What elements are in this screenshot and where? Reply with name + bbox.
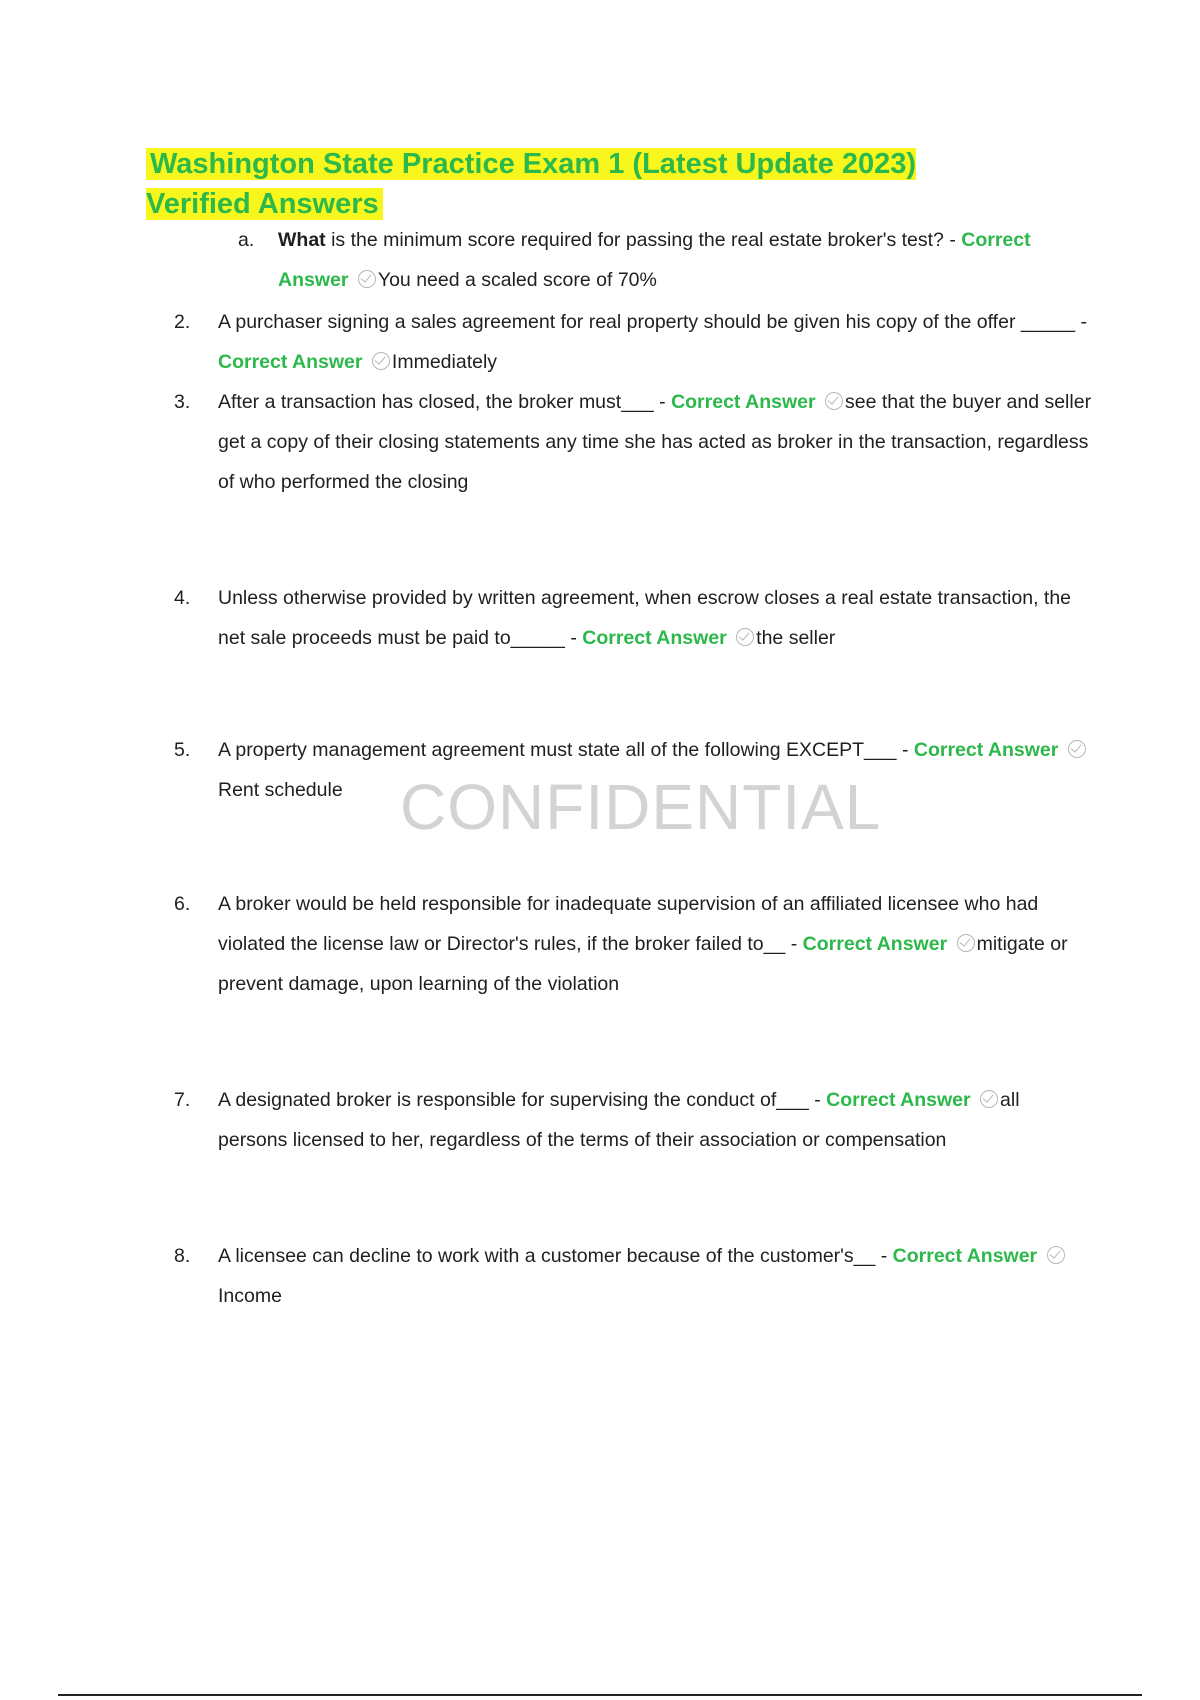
check-circle-icon — [825, 392, 843, 410]
question-4 — [174, 578, 1094, 658]
correct-answer-label: Correct Answer — [582, 627, 727, 649]
question-number: 3. — [174, 391, 191, 413]
correct-answer-label: Correct Answer — [278, 229, 1031, 291]
question-7 — [174, 1080, 1094, 1160]
correct-answer-label: Correct Answer — [671, 391, 816, 413]
question-2 — [174, 302, 1094, 382]
question-6 — [174, 884, 1094, 1004]
check-circle-icon — [957, 934, 975, 952]
question-text: Unless otherwise provided by written agreement, when escrow closes a real estate transaction, the net sale proceeds must be paid to_____ - — [218, 587, 1072, 649]
question-lead-word: What — [278, 229, 326, 251]
answer-text: mitigate or prevent damage, upon learning of the violation — [218, 933, 1068, 995]
question-text: A designated broker is responsible for supervising the conduct of___ - — [218, 1089, 827, 1111]
answer-text: all persons licensed to her, regardless of the terms of their association or compensation — [218, 1089, 1020, 1151]
footer-rule — [58, 1694, 1142, 1696]
answer-text: Income — [218, 1285, 282, 1307]
question-number: 7. — [174, 1089, 191, 1111]
question-number: 8. — [174, 1245, 191, 1267]
correct-answer-label: Correct Answer — [218, 351, 363, 373]
question-number: 4. — [174, 587, 191, 609]
correct-answer-label: Correct Answer — [826, 1089, 971, 1111]
question-number: a. — [238, 229, 255, 251]
question-number: 2. — [174, 311, 191, 333]
answer-text: You need a scaled score of 70% — [377, 269, 657, 291]
question-text: A purchaser signing a sales agreement for real property should be given his copy of the offer _____ - — [218, 311, 1087, 333]
correct-answer-label: Correct Answer — [892, 1245, 1038, 1267]
correct-answer-label: Correct Answer — [802, 933, 948, 955]
answer-text: the seller — [756, 627, 836, 649]
confidential-watermark: CONFIDENTIAL — [400, 771, 882, 843]
check-circle-icon — [1047, 1246, 1065, 1264]
document-title: Washington State Practice Exam 1 (Latest Update 2023) Verified Answers — [146, 148, 917, 220]
question-number: 6. — [174, 893, 191, 915]
check-circle-icon — [358, 270, 376, 288]
check-circle-icon — [1068, 740, 1086, 758]
question-text: A licensee can decline to work with a customer because of the customer's__ - — [218, 1245, 893, 1267]
question-8 — [174, 1236, 1094, 1316]
answer-text: Rent schedule — [218, 779, 343, 801]
question-text: is the minimum score required for passing the real estate broker's test? - — [325, 229, 962, 251]
answer-text: see that the buyer and seller get a copy of their closing statements any time she has acted as broker in the transaction, regardless of who performed the closing — [218, 391, 1092, 493]
check-circle-icon — [736, 628, 754, 646]
check-circle-icon — [372, 352, 390, 370]
check-circle-icon — [980, 1090, 998, 1108]
question-3 — [174, 382, 1094, 502]
correct-answer-label: Correct Answer — [913, 739, 1059, 761]
question-number: 5. — [174, 739, 191, 761]
answer-text: Immediately — [391, 351, 498, 373]
question-text: After a transaction has closed, the broker must___ - — [218, 391, 672, 413]
question-text: A broker would be held responsible for inadequate supervision of an affiliated licensee who had violated the license law or Director's rules, if the broker failed to__ - — [218, 893, 1039, 955]
question-text: A property management agreement must state all of the following EXCEPT___ - — [218, 739, 914, 761]
question-a — [238, 220, 1078, 300]
